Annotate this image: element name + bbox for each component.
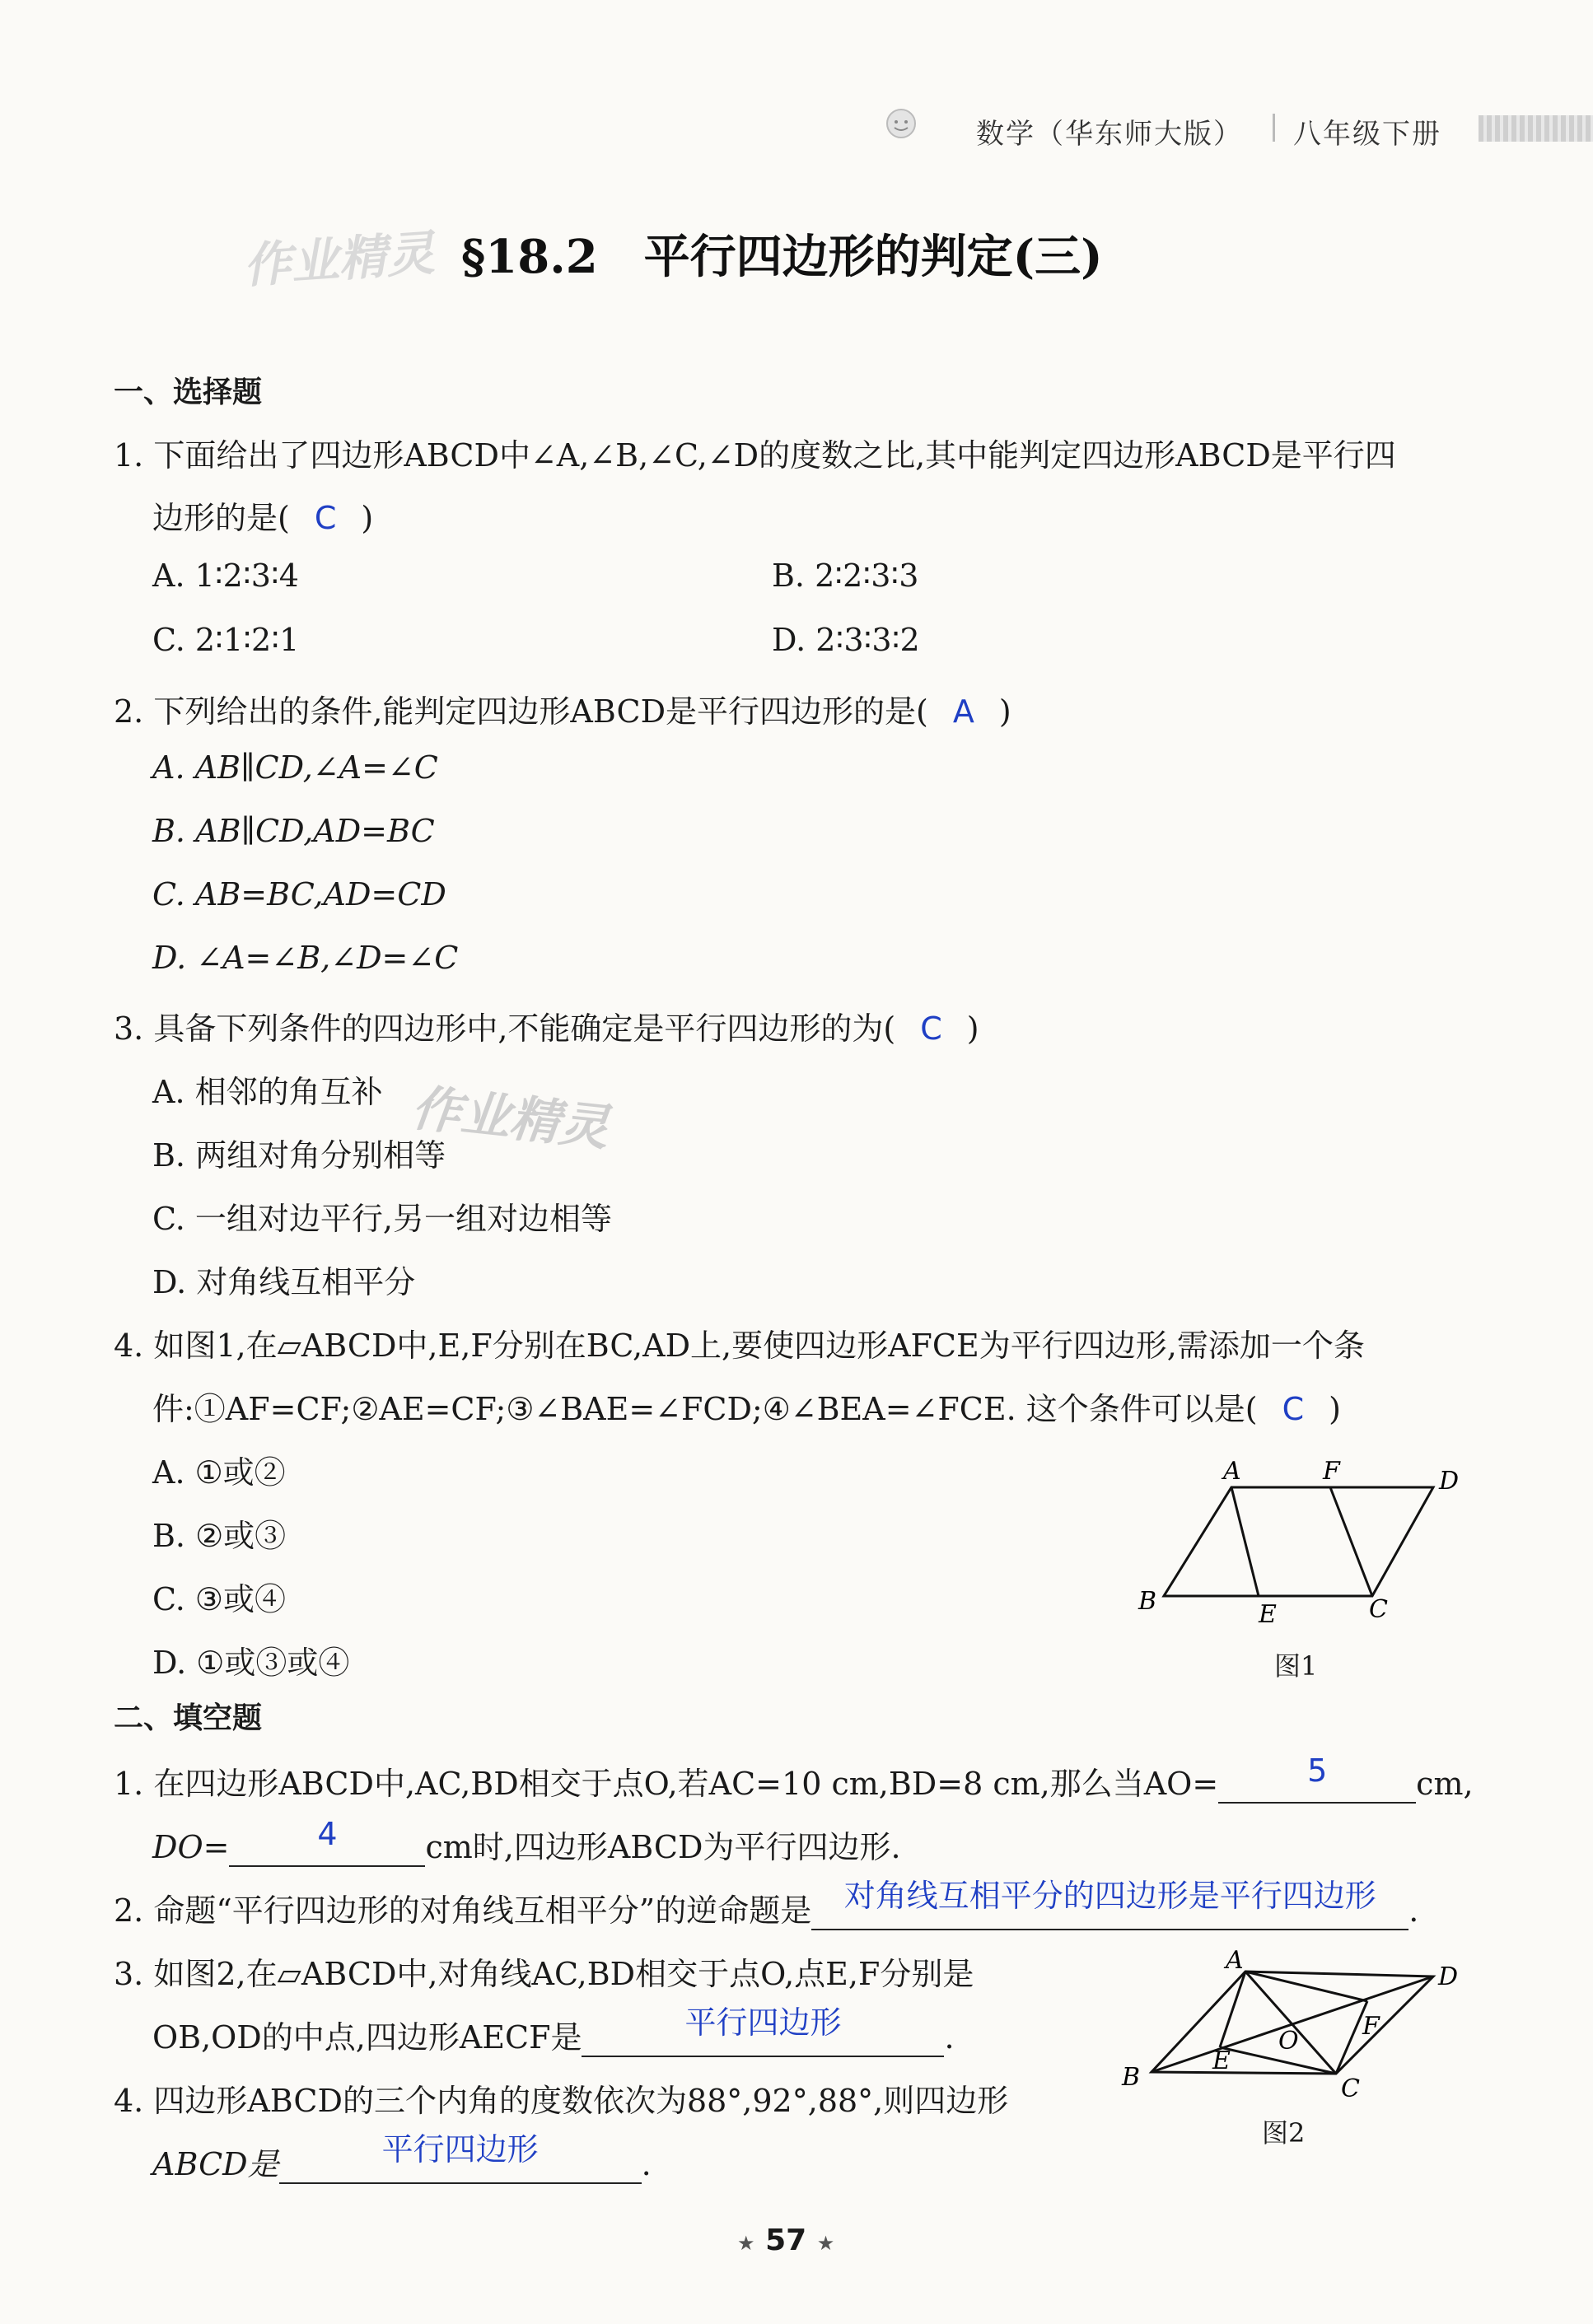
q2-line1: 2. 下列给出的条件,能判定四边形ABCD是平行四边形的是( A )	[114, 693, 1011, 730]
page-title: §18.2 平行四边形的判定(三)	[461, 230, 1103, 284]
fig2-label-f: F	[1362, 2012, 1380, 2041]
fig2-label-c: C	[1341, 2074, 1360, 2103]
fill-q4-answer: 平行四边形	[381, 2131, 539, 2168]
q3-option-d: D. 对角线互相平分	[152, 1264, 416, 1300]
star-left-icon: ★	[737, 2232, 755, 2255]
fill-q2-answer: 对角线互相平分的四边形是平行四边形	[843, 1878, 1376, 1914]
fig1-label-c: C	[1369, 1595, 1388, 1624]
q4-option-b: B. ②或③	[152, 1518, 287, 1554]
section-fill-heading: 二、填空题	[114, 1701, 263, 1735]
section-choice-heading: 一、选择题	[114, 376, 263, 409]
q2-option-b: B. AB∥CD,AD=BC	[152, 813, 435, 849]
fill-q1-line2: DO= 4 cm时,四边形ABCD为平行四边形.	[152, 1816, 901, 1865]
fig1-label-b: B	[1138, 1587, 1157, 1616]
fill-q3-line1: 3. 如图2,在▱ABCD中,对角线AC,BD相交于点O,点E,F分别是	[114, 1956, 974, 1992]
fig2-label-o: O	[1278, 2027, 1299, 2056]
fig1-label-d: D	[1439, 1467, 1460, 1496]
q4-line2: 件:①AF=CF;②AE=CF;③∠BAE=∠FCD;④∠BEA=∠FCE. 这个条件可以是( C )	[152, 1391, 1341, 1427]
q2-option-d: D. ∠A=∠B,∠D=∠C	[152, 940, 459, 976]
q3-answer: C	[920, 1010, 942, 1047]
q4-option-d: D. ①或③或④	[152, 1645, 350, 1681]
q1-option-b: B. 2∶2∶3∶3	[772, 558, 919, 594]
fig1-label-a: A	[1223, 1457, 1241, 1486]
header-grade: 八年级下册	[1293, 118, 1441, 151]
header-book: 数学（华东师大版）	[976, 118, 1243, 151]
q3-option-a: A. 相邻的角互补	[152, 1074, 383, 1110]
q2-answer: A	[952, 693, 974, 730]
fill-q1-answer1: 5	[1307, 1752, 1328, 1789]
q2-option-c: C. AB=BC,AD=CD	[152, 876, 446, 912]
header-divider	[1273, 114, 1275, 142]
q1-option-d: D. 2∶3∶3∶2	[772, 622, 920, 658]
fill-q2-line: 2. 命题“平行四边形的对角线互相平分”的逆命题是 对角线互相平分的四边形是平行四边形 .	[114, 1885, 1418, 1930]
q1-option-c: C. 2∶1∶2∶1	[152, 622, 300, 658]
watermark-title: 作业精灵	[241, 224, 437, 294]
q1-line2: 边形的是( C )	[152, 500, 374, 536]
q4-line1: 4. 如图1,在▱ABCD中,E,F分别在BC,AD上,要使四边形AFCE为平行四边形,需添加一个条	[114, 1328, 1365, 1364]
fill-q4-line2: ABCD是 平行四边形 .	[152, 2139, 652, 2184]
q4-option-a: A. ①或②	[152, 1454, 286, 1491]
q3-option-b: B. 两组对角分别相等	[152, 1137, 446, 1174]
q3-option-c: C. 一组对边平行,另一组对边相等	[152, 1201, 612, 1237]
figure2-diagram	[1112, 1944, 1474, 2116]
q2-option-a: A. AB∥CD,∠A=∠C	[152, 749, 438, 786]
fig1-label-f: F	[1323, 1457, 1340, 1486]
q4-option-c: C. ③或④	[152, 1581, 286, 1617]
star-right-icon: ★	[816, 2232, 835, 2255]
q4-answer: C	[1282, 1391, 1305, 1427]
q1-option-a: A. 1∶2∶3∶4	[152, 558, 299, 594]
fig2-label-a: A	[1226, 1946, 1244, 1975]
fill-q3-line2: OB,OD的中点,四边形AECF是 平行四边形 .	[152, 2012, 955, 2057]
fill-q4-line1: 4. 四边形ABCD的三个内角的度数依次为88°,92°,88°,则四边形	[114, 2083, 1009, 2119]
fill-q1-line1: 1. 在四边形ABCD中,AC,BD相交于点O,若AC=10 cm,BD=8 cm,那么当AO= 5 cm,	[114, 1752, 1474, 1802]
figure2-caption: 图2	[1262, 2117, 1306, 2149]
footer-page-number: ★ 57 ★	[737, 2224, 835, 2257]
q1-answer: C	[314, 500, 337, 536]
q3-line1: 3. 具备下列条件的四边形中,不能确定是平行四边形的为( C )	[114, 1010, 979, 1047]
fig1-label-e: E	[1259, 1600, 1277, 1629]
fill-q3-answer: 平行四边形	[684, 2004, 842, 2041]
header-logo-icon	[883, 105, 919, 142]
fig2-label-e: E	[1212, 2046, 1231, 2075]
fig2-label-b: B	[1122, 2063, 1141, 2092]
figure1-diagram	[1128, 1449, 1474, 1639]
fill-q1-answer2: 4	[317, 1816, 338, 1852]
header-bar	[1479, 115, 1593, 142]
q1-line1: 1. 下面给出了四边形ABCD中∠A,∠B,∠C,∠D的度数之比,其中能判定四边形ABCD是平行四	[114, 437, 1396, 474]
figure1-caption: 图1	[1274, 1650, 1318, 1682]
fig2-label-d: D	[1438, 1962, 1459, 1991]
watermark-middle: 作业精灵	[409, 1079, 612, 1158]
